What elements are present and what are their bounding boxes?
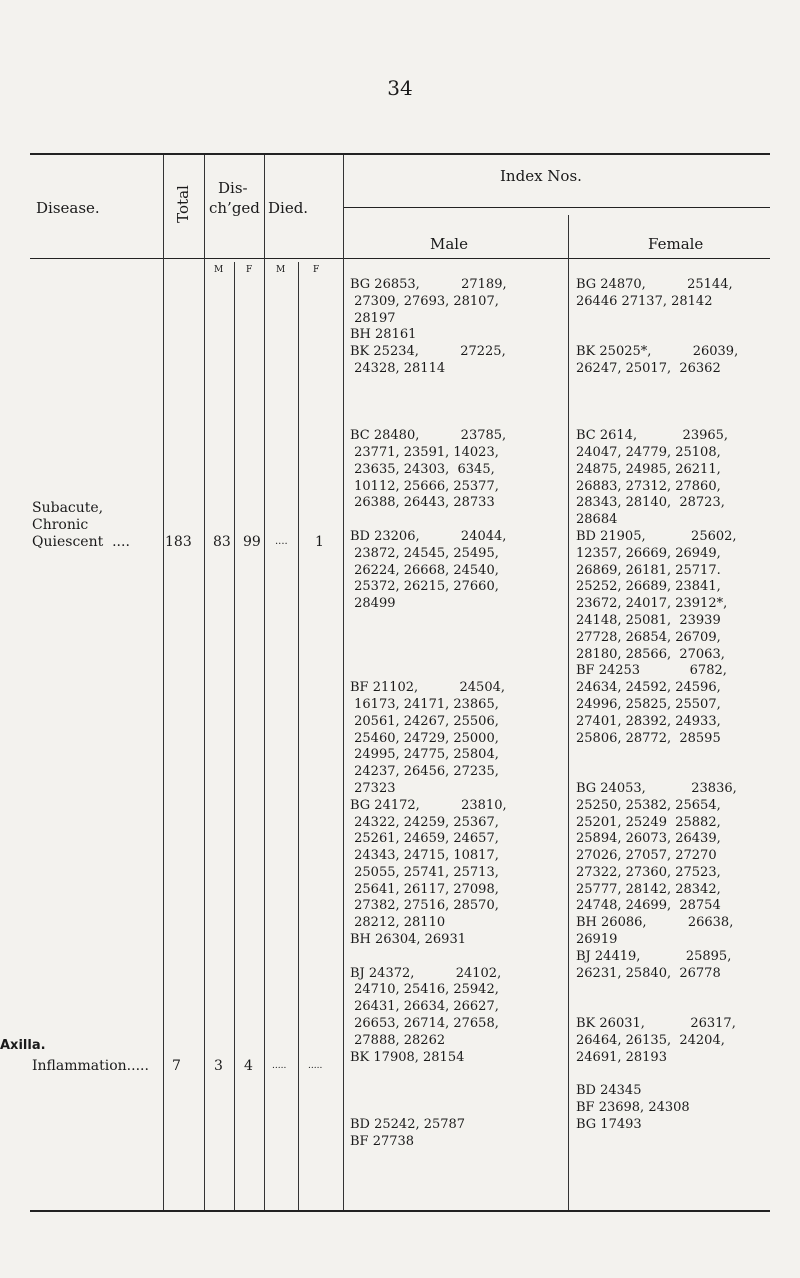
- row-label-subacute: Subacute, Chronic Quiescent ....: [32, 500, 130, 550]
- axilla-discharged-f: 4: [244, 1058, 253, 1074]
- table-header-rule: [30, 258, 770, 259]
- subacute-discharged-m: 83: [213, 534, 231, 550]
- header-discharged-1: Dis-: [218, 179, 248, 197]
- col-divider-died-mf: [298, 262, 299, 1210]
- col-divider-died: [264, 155, 265, 1210]
- header-female: Female: [648, 235, 704, 253]
- header-index-nos: Index Nos.: [500, 167, 582, 185]
- axilla-died-f: .....: [308, 1061, 323, 1071]
- subacute-total: 183: [165, 534, 192, 550]
- dis-f-label: F: [246, 265, 253, 275]
- female-index-numbers: BG 24870, 25144, 26446 27137, 28142 BK 25025*, 26039, 26247, 25017, 26362 BC 2614, 23965, 24047, 24779, 25108, 24875, 24985, 26211, 26883, 27312, 27860, 28343, 28140, 28723, 28684 BD 21905, 25602, 12357, 26669, 26949, 26869, 26181, 25717. 25252, 26689, 23841, 23672, 24017, 23912*, 24148, 25081, 23939 27728, 26854, 26709, 28180, 28566, 27063, BF 24253 6782, 24634, 24592, 24596, 24996, 25825, 25507, 27401, 28392, 24933, 25806, 28772, 28595 BG 24053, 23836, 25250, 25382, 25654, 25201, 25249 25882, 25894, 26073, 26439, 27026, 27057, 27270 27322, 27360, 27523, 25777, 28142, 28342, 24748, 24699, 28754 BH 26086, 26638, 26919 BJ 24419, 25895, 26231, 25840, 26778 BK 26031, 26317, 26464, 26135, 24204, 24691, 28193 BD 24345 BF 23698, 24308 BG 17493: [576, 277, 739, 1132]
- axilla-total: 7: [172, 1058, 181, 1074]
- col-divider-dis-mf: [234, 262, 235, 1210]
- col-divider-total: [163, 155, 164, 1210]
- row-label-inflammation: Inflammation.....: [32, 1058, 149, 1074]
- header-male: Male: [430, 235, 468, 253]
- male-index-numbers: BG 26853, 27189, 27309, 27693, 28107, 28197 BH 28161 BK 25234, 27225, 24328, 28114 BC 28480, 23785, 23771, 23591, 14023, 23635, 24303, 6345, 10112, 25666, 25377, 26388, 26443, 28733 BD 23206, 24044, 23872, 24545, 25495, 26224, 26668, 24540, 25372, 26215, 27660, 28499 BF 21102, 24504, 16173, 24171, 23865, 20561, 24267, 25506, 25460, 24729, 25000, 24995, 24775, 25804, 24237, 26456, 27235, 27323 BG 24172, 23810, 24322, 24259, 25367, 25261, 24659, 24657, 24343, 24715, 10817, 25055, 25741, 25713, 25641, 26117, 27098, 27382, 27516, 28570, 28212, 28110 BH 26304, 26931 BJ 24372, 24102, 24710, 25416, 25942, 26431, 26634, 26627, 26653, 26714, 27658, 27888, 28262 BK 17908, 28154 BD 25242, 25787 BF 27738: [350, 277, 507, 1149]
- header-total: Total: [174, 185, 192, 223]
- index-subheader-rule: [343, 207, 770, 208]
- subacute-died-f: 1: [315, 534, 324, 550]
- axilla-died-m: .....: [272, 1061, 287, 1071]
- dis-m-label: M: [214, 265, 224, 275]
- col-divider-discharged: [204, 155, 205, 1210]
- table-top-rule: [30, 153, 770, 155]
- axilla-heading: Axilla.: [0, 1038, 46, 1053]
- col-divider-index: [343, 155, 344, 1210]
- subacute-discharged-f: 99: [243, 534, 261, 550]
- col-divider-male-female: [568, 215, 569, 1210]
- died-m-label: M: [276, 265, 286, 275]
- table-bottom-rule: [30, 1210, 770, 1212]
- page-number: 34: [387, 76, 413, 100]
- axilla-discharged-m: 3: [214, 1058, 223, 1074]
- header-died: Died.: [268, 199, 309, 217]
- died-f-label: F: [313, 265, 320, 275]
- subacute-died-m: ....: [275, 536, 288, 547]
- header-disease: Disease.: [36, 199, 100, 217]
- header-discharged-2: ch’ged: [209, 199, 260, 217]
